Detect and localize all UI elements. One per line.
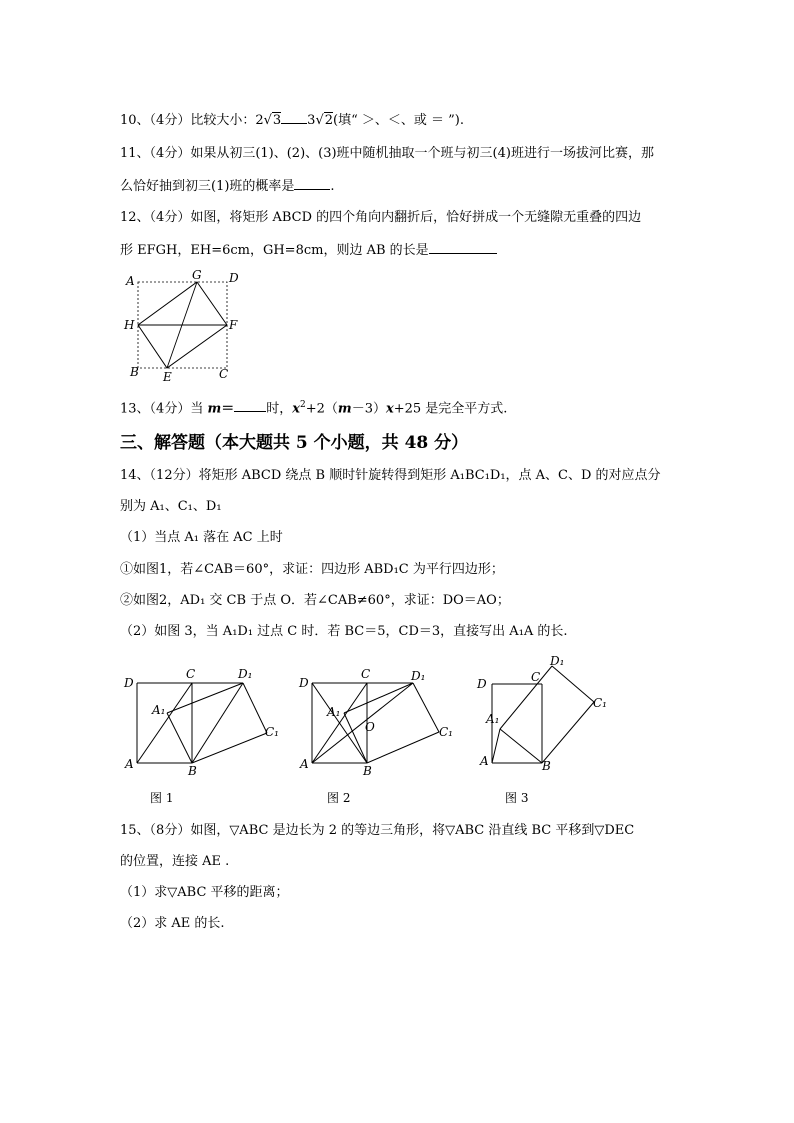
svg-text:C: C [531, 670, 541, 684]
svg-text:C₁: C₁ [265, 725, 279, 739]
question-15-line2: 的位置，连接 AE . [120, 854, 230, 869]
figure-2-caption: 图 2 [327, 791, 351, 805]
question-14-part1b: ②如图2，AD₁ 交 CB 于点 O．若∠CAB≠60°，求证：DO＝AO； [120, 593, 510, 608]
svg-text:D₁: D₁ [550, 654, 565, 668]
label-e: E [163, 370, 172, 384]
svg-text:A₁: A₁ [152, 703, 166, 717]
answer-blank-10[interactable] [281, 110, 307, 124]
question-11-line1: 11、（4分）如果从初三(1)、(2)、(3)班中随机抽取一个班与初三(4)班进行一场拔河比赛，那 [120, 146, 654, 161]
label-d: D [229, 271, 239, 285]
question-15-part1: （1）求▽ABC 平移的距离； [120, 885, 289, 900]
label-a: A [126, 274, 135, 288]
question-14-part1a: ①如图1，若∠CAB＝60°，求证：四边形 ABD₁C 为平行四边形； [120, 562, 504, 577]
svg-text:B: B [542, 759, 551, 773]
figure-1 [120, 662, 290, 780]
svg-text:D₁: D₁ [411, 669, 426, 683]
svg-text:D₁: D₁ [238, 667, 253, 681]
figure-3 [470, 650, 620, 780]
question-12-line2: 形 EFGH，EH=6cm，GH=8cm，则边 AB 的长是 [120, 240, 497, 260]
answer-blank-13[interactable] [234, 398, 266, 412]
svg-text:D: D [477, 677, 487, 691]
label-b: B [130, 365, 139, 379]
label-g: G [192, 268, 202, 282]
svg-text:A₁: A₁ [327, 705, 341, 719]
question-14-line2: 别为 A₁、C₁、D₁ [120, 499, 222, 514]
svg-text:A: A [300, 757, 309, 771]
question-14-line1: 14、（12分）将矩形 ABCD 绕点 B 顺时针旋转得到矩形 A₁BC₁D₁，点 A、C、D 的对应点分 [120, 468, 661, 483]
svg-text:C: C [361, 667, 371, 681]
svg-text:C₁: C₁ [593, 696, 607, 710]
label-c: C [219, 367, 229, 381]
question-13: 13、（4分）当 m＝ 时，$x^2+2(m-3)x+25$ 是完全平方式. [120, 400, 508, 417]
svg-text:A: A [480, 754, 489, 768]
answer-blank-12[interactable] [429, 240, 497, 254]
svg-text:C: C [186, 667, 196, 681]
question-10: 10、（4分）比较大小：2√3 3√2(填“ ＞、＜、或 ＝ ”). [120, 110, 464, 130]
label-h: H [124, 318, 135, 332]
question-12-line1: 12、（4分）如图，将矩形 ABCD 的四个角向内翻折后，恰好拼成一个无缝隙无重叠的四边 [120, 210, 642, 225]
label-f: F [229, 318, 238, 332]
svg-text:A: A [125, 757, 134, 771]
question-15-part2: （2）求 AE 的长. [120, 916, 225, 931]
section-title: 三、解答题（本大题共 5 个小题，共 48 分） [120, 433, 469, 453]
svg-text:D: D [124, 676, 134, 690]
svg-text:B: B [363, 764, 372, 778]
svg-text:D: D [299, 676, 309, 690]
svg-text:C₁: C₁ [439, 725, 453, 739]
question-14-part2: （2）如图 3，当 A₁D₁ 过点 C 时．若 BC＝5，CD＝3，直接写出 A₁A 的长. [120, 624, 568, 639]
figure-q12 [115, 262, 250, 387]
figure-3-caption: 图 3 [505, 791, 529, 805]
svg-text:O: O [365, 720, 375, 734]
question-15-line1: 15、（8分）如图，▽ABC 是边长为 2 的等边三角形，将▽ABC 沿直线 BC 平移到▽DEC [120, 823, 635, 838]
figure-1-caption: 图 1 [150, 791, 174, 805]
figure-2 [295, 662, 465, 780]
svg-text:B: B [188, 764, 197, 778]
question-11-line2: 么恰好抽到初三(1)班的概率是 . [120, 176, 335, 196]
question-14-part1: （1）当点 A₁ 落在 AC 上时 [120, 530, 283, 545]
svg-text:A₁: A₁ [486, 712, 500, 726]
answer-blank-11[interactable] [294, 176, 330, 190]
